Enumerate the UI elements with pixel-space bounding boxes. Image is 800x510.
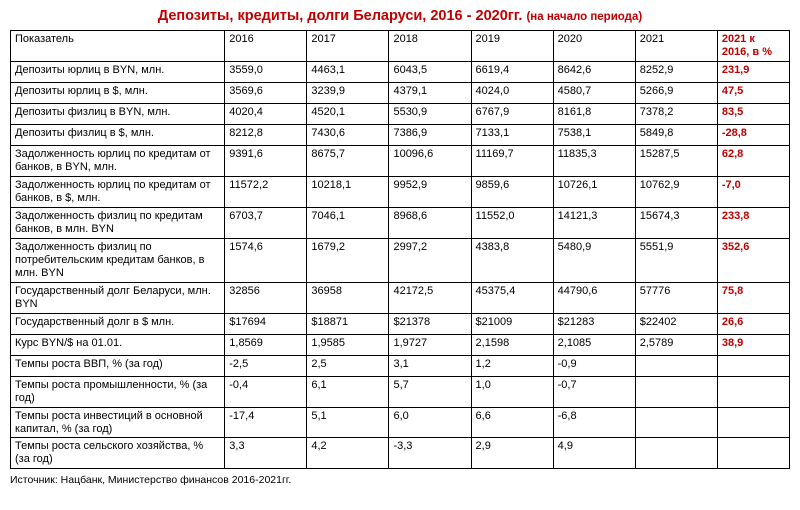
cell-2020: 2,1085 <box>553 334 635 355</box>
row-label: Задолженность физлиц по потребительским кредитам банков, в млн. BYN <box>11 238 225 282</box>
cell-change: 83,5 <box>717 103 789 124</box>
cell-2021 <box>635 376 717 407</box>
table-body <box>11 61 790 468</box>
cell-2020: -6,8 <box>553 407 635 438</box>
cell-2016: 9391,6 <box>225 145 307 176</box>
column-header-change: 2021 к 2016, в % <box>717 31 789 62</box>
cell-2016: -0,4 <box>225 376 307 407</box>
cell-2016: 8212,8 <box>225 124 307 145</box>
cell-2017: 4520,1 <box>307 103 389 124</box>
cell-2018: 7386,9 <box>389 124 471 145</box>
cell-2017: 3239,9 <box>307 82 389 103</box>
row-label: Депозиты физлиц в $, млн. <box>11 124 225 145</box>
cell-2020: $21283 <box>553 313 635 334</box>
row-label: Депозиты физлиц в BYN, млн. <box>11 103 225 124</box>
cell-2017: 2,5 <box>307 355 389 376</box>
cell-2017: 7046,1 <box>307 207 389 238</box>
cell-2017: 4463,1 <box>307 61 389 82</box>
cell-2017: 8675,7 <box>307 145 389 176</box>
cell-change: -28,8 <box>717 124 789 145</box>
cell-2016: 32856 <box>225 282 307 313</box>
cell-2021: 5551,9 <box>635 238 717 282</box>
table-row <box>11 407 790 438</box>
row-label: Темпы роста инвестиций в основной капитал, % (за год) <box>11 407 225 438</box>
cell-2020: 4,9 <box>553 438 635 469</box>
row-label: Депозиты юрлиц в BYN, млн. <box>11 61 225 82</box>
table-row <box>11 238 790 282</box>
cell-2021: 5849,8 <box>635 124 717 145</box>
page-title-main: Депозиты, кредиты, долги Беларуси, 2016 - 2020гг. <box>157 8 523 24</box>
cell-2019: 4024,0 <box>471 82 553 103</box>
row-label: Курс BYN/$ на 01.01. <box>11 334 225 355</box>
cell-2021 <box>635 407 717 438</box>
cell-2021 <box>635 355 717 376</box>
cell-2016: 3559,0 <box>225 61 307 82</box>
cell-2017: 1,9585 <box>307 334 389 355</box>
cell-2017: 7430,6 <box>307 124 389 145</box>
cell-2019: 6,6 <box>471 407 553 438</box>
cell-2017: 4,2 <box>307 438 389 469</box>
row-label: Депозиты юрлиц в $, млн. <box>11 82 225 103</box>
row-label: Темпы роста ВВП, % (за год) <box>11 355 225 376</box>
cell-2019: 6767,9 <box>471 103 553 124</box>
cell-2016: 6703,7 <box>225 207 307 238</box>
cell-2016: 4020,4 <box>225 103 307 124</box>
cell-2016: $17694 <box>225 313 307 334</box>
cell-2020: 7538,1 <box>553 124 635 145</box>
table-row <box>11 355 790 376</box>
cell-2017: 1679,2 <box>307 238 389 282</box>
cell-2017: 36958 <box>307 282 389 313</box>
column-header-2020: 2020 <box>553 31 635 62</box>
cell-2021: 57776 <box>635 282 717 313</box>
column-header-2021: 2021 <box>635 31 717 62</box>
cell-2020: 11835,3 <box>553 145 635 176</box>
column-header-indicator: Показатель <box>11 31 225 62</box>
table-row <box>11 145 790 176</box>
cell-2019: 9859,6 <box>471 176 553 207</box>
cell-2021: 8252,9 <box>635 61 717 82</box>
cell-2021: $22402 <box>635 313 717 334</box>
column-header-2019: 2019 <box>471 31 553 62</box>
cell-2021: 2,5789 <box>635 334 717 355</box>
cell-2019: 2,9 <box>471 438 553 469</box>
cell-2019: 7133,1 <box>471 124 553 145</box>
table-row <box>11 61 790 82</box>
cell-2018: 1,9727 <box>389 334 471 355</box>
row-label: Государственный долг в $ млн. <box>11 313 225 334</box>
cell-change <box>717 438 789 469</box>
cell-2018: 5530,9 <box>389 103 471 124</box>
source-note: Источник: Нацбанк, Министерство финансов 2016-2021гг. <box>10 474 292 487</box>
table-row <box>11 282 790 313</box>
cell-2016: -17,4 <box>225 407 307 438</box>
table-header-row <box>11 31 790 62</box>
cell-2020: -0,7 <box>553 376 635 407</box>
row-label: Задолженность юрлиц по кредитам от банков, в $, млн. <box>11 176 225 207</box>
cell-2019: 4383,8 <box>471 238 553 282</box>
cell-2021: 15287,5 <box>635 145 717 176</box>
cell-change <box>717 355 789 376</box>
table-row <box>11 82 790 103</box>
cell-2018: 6043,5 <box>389 61 471 82</box>
cell-change <box>717 407 789 438</box>
cell-2016: 1,8569 <box>225 334 307 355</box>
table-row <box>11 103 790 124</box>
table-row <box>11 376 790 407</box>
row-label: Темпы роста сельского хозяйства, % (за год) <box>11 438 225 469</box>
cell-2020: 44790,6 <box>553 282 635 313</box>
cell-2019: $21009 <box>471 313 553 334</box>
cell-2019: 2,1598 <box>471 334 553 355</box>
cell-2020: 8642,6 <box>553 61 635 82</box>
cell-2019: 11552,0 <box>471 207 553 238</box>
cell-2018: 6,0 <box>389 407 471 438</box>
cell-2020: 14121,3 <box>553 207 635 238</box>
column-header-2017: 2017 <box>307 31 389 62</box>
cell-2017: 10218,1 <box>307 176 389 207</box>
table-row <box>11 334 790 355</box>
table-row <box>11 313 790 334</box>
cell-2016: 3,3 <box>225 438 307 469</box>
cell-2020: 10726,1 <box>553 176 635 207</box>
cell-change: 47,5 <box>717 82 789 103</box>
cell-2018: 9952,9 <box>389 176 471 207</box>
row-label: Государственный долг Беларуси, млн. BYN <box>11 282 225 313</box>
cell-2018: -3,3 <box>389 438 471 469</box>
cell-2021: 5266,9 <box>635 82 717 103</box>
cell-2018: 42172,5 <box>389 282 471 313</box>
cell-change: 352,6 <box>717 238 789 282</box>
cell-2020: 8161,8 <box>553 103 635 124</box>
cell-2018: 3,1 <box>389 355 471 376</box>
cell-change <box>717 376 789 407</box>
cell-2018: $21378 <box>389 313 471 334</box>
cell-2019: 1,0 <box>471 376 553 407</box>
cell-2016: 1574,6 <box>225 238 307 282</box>
table-row <box>11 207 790 238</box>
cell-2021: 10762,9 <box>635 176 717 207</box>
cell-2017: 5,1 <box>307 407 389 438</box>
cell-2021: 15674,3 <box>635 207 717 238</box>
cell-2018: 4379,1 <box>389 82 471 103</box>
column-header-2016: 2016 <box>225 31 307 62</box>
cell-change: 62,8 <box>717 145 789 176</box>
cell-2016: 11572,2 <box>225 176 307 207</box>
cell-2016: 3569,6 <box>225 82 307 103</box>
cell-change: 233,8 <box>717 207 789 238</box>
page-title-sub: (на начало периода) <box>526 11 643 23</box>
table-row <box>11 438 790 469</box>
cell-change: 26,6 <box>717 313 789 334</box>
cell-2018: 10096,6 <box>389 145 471 176</box>
table-row <box>11 176 790 207</box>
cell-2017: $18871 <box>307 313 389 334</box>
row-label: Задолженность юрлиц по кредитам от банков, в BYN, млн. <box>11 145 225 176</box>
row-label: Темпы роста промышленности, % (за год) <box>11 376 225 407</box>
cell-2018: 2997,2 <box>389 238 471 282</box>
cell-2021: 7378,2 <box>635 103 717 124</box>
cell-2019: 11169,7 <box>471 145 553 176</box>
cell-2019: 6619,4 <box>471 61 553 82</box>
cell-2020: 5480,9 <box>553 238 635 282</box>
cell-2019: 45375,4 <box>471 282 553 313</box>
cell-2018: 8968,6 <box>389 207 471 238</box>
cell-2016: -2,5 <box>225 355 307 376</box>
cell-2021 <box>635 438 717 469</box>
column-header-2018: 2018 <box>389 31 471 62</box>
cell-change: -7,0 <box>717 176 789 207</box>
data-table <box>10 30 790 469</box>
table-row <box>11 124 790 145</box>
row-label: Задолженность физлиц по кредитам банков, в млн. BYN <box>11 207 225 238</box>
cell-2018: 5,7 <box>389 376 471 407</box>
cell-2020: 4580,7 <box>553 82 635 103</box>
page-title <box>10 8 790 24</box>
cell-change: 75,8 <box>717 282 789 313</box>
cell-change: 38,9 <box>717 334 789 355</box>
cell-2017: 6,1 <box>307 376 389 407</box>
cell-change: 231,9 <box>717 61 789 82</box>
cell-2020: -0,9 <box>553 355 635 376</box>
cell-2019: 1,2 <box>471 355 553 376</box>
